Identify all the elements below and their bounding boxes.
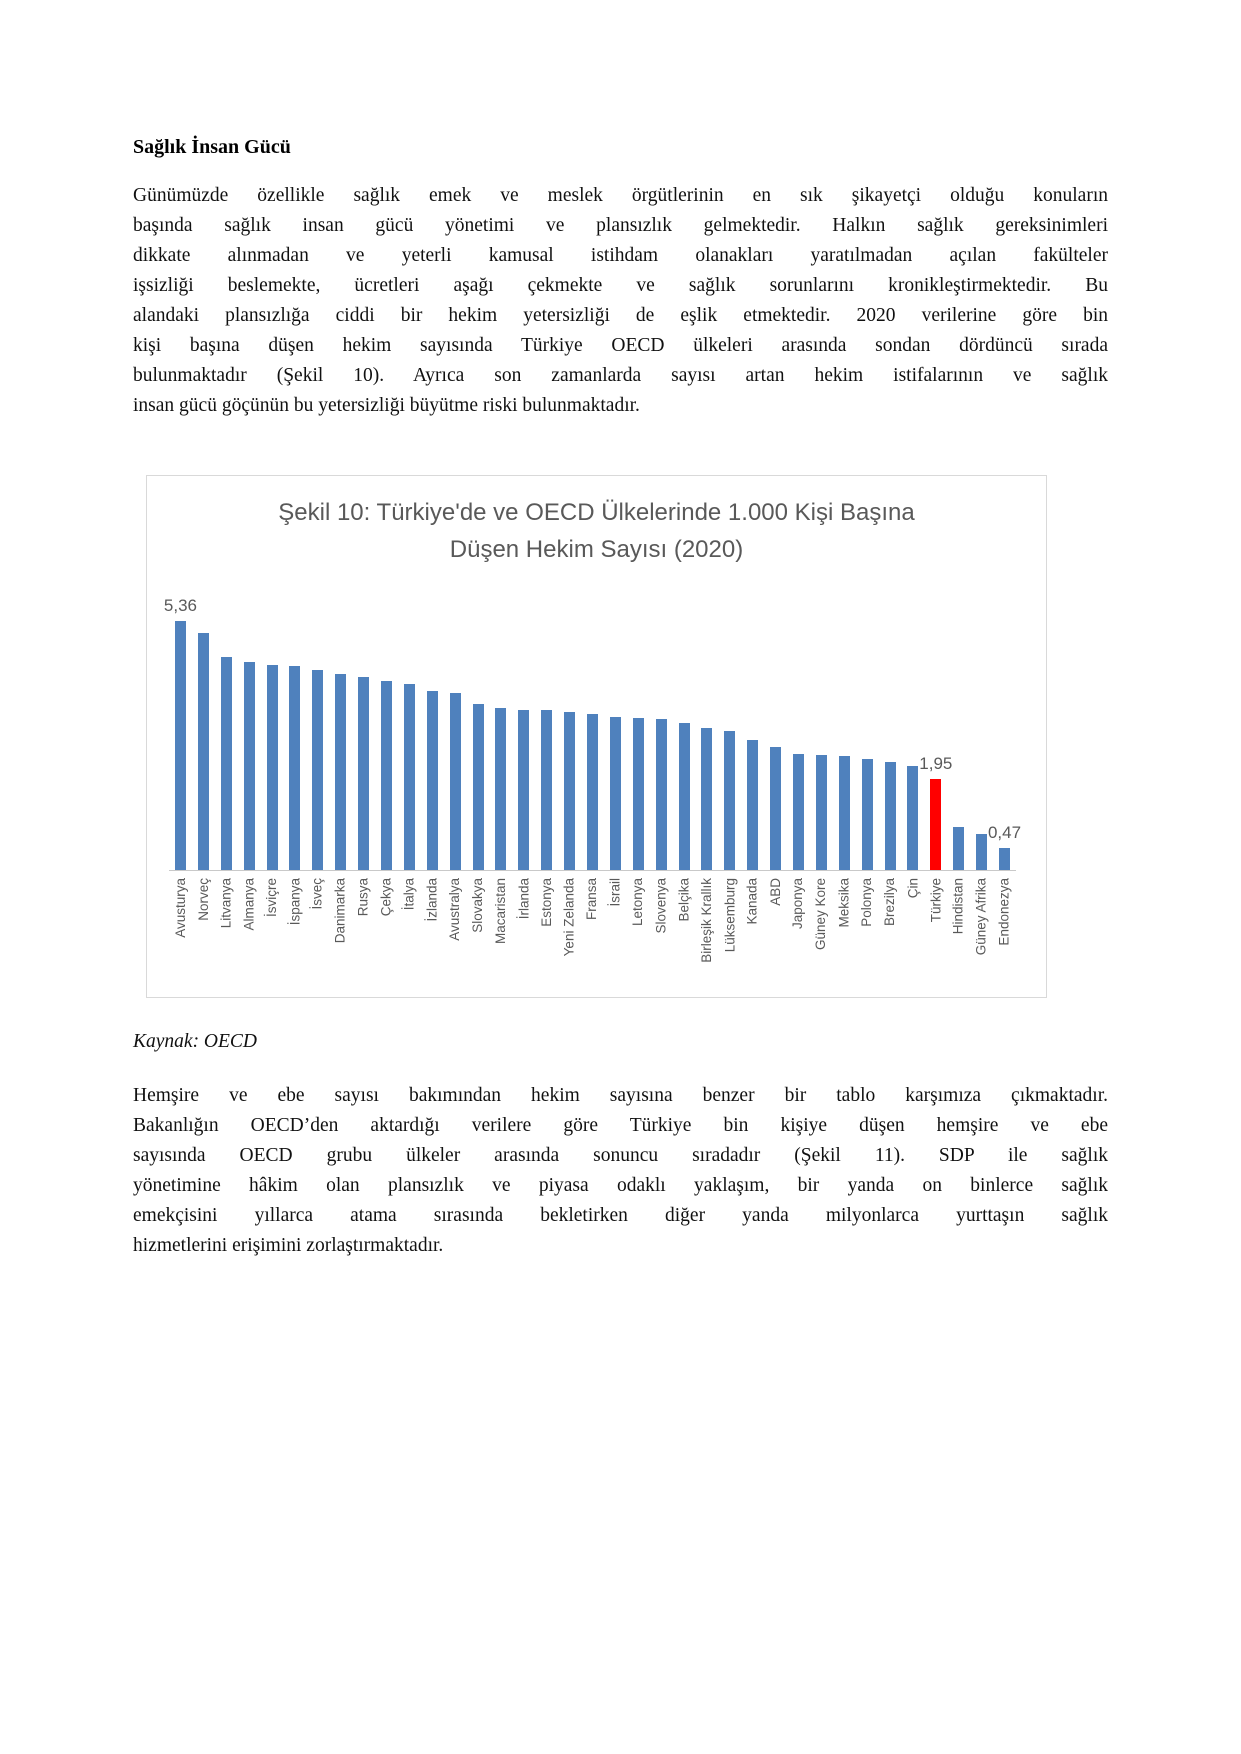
- category-label: [283, 871, 306, 989]
- bar-estonya: [541, 710, 552, 870]
- category-label-text: İrlanda: [515, 878, 531, 920]
- category-label: [764, 871, 787, 989]
- section-heading: Sağlık İnsan Gücü: [133, 136, 291, 158]
- category-label-text: Polonya: [859, 878, 875, 927]
- bar-slot: [558, 572, 581, 870]
- bar-avusturya: [175, 621, 186, 870]
- category-label-text: Almanya: [241, 878, 257, 931]
- body-paragraph: [133, 1081, 1108, 1261]
- category-label-text: Güney Kore: [813, 878, 829, 951]
- bar-slot: [306, 572, 329, 870]
- category-label: [993, 871, 1016, 989]
- text-line: emekçisini yıllarca atama sırasında bekletirken diğer yanda milyonlarca yurttaşın sağlık: [133, 1205, 1108, 1226]
- category-label-text: Brezilya: [882, 878, 898, 927]
- category-label: [627, 871, 650, 989]
- category-label: [581, 871, 604, 989]
- data-label: 0,47: [987, 823, 1022, 842]
- bar-macaristan: [495, 708, 506, 870]
- category-label: [856, 871, 879, 989]
- bar-abd: [770, 747, 781, 870]
- text-line: Bakanlığın OECD’den aktardığı verilere göre Türkiye bin kişiye düşen hemşire ve ebe: [133, 1115, 1108, 1136]
- bar-polonya: [862, 759, 873, 870]
- bar-slot: [238, 572, 261, 870]
- bar-slot: [947, 572, 970, 870]
- category-label: [558, 871, 581, 989]
- data-label: 1,95: [919, 754, 953, 773]
- bar-belçika: [679, 723, 690, 870]
- bar-slot: [919, 572, 953, 870]
- bar-slot: [444, 572, 467, 870]
- category-label: [833, 871, 856, 989]
- category-label-text: Lüksemburg: [721, 878, 737, 953]
- bar-slovenya: [656, 719, 667, 870]
- category-label-text: Avusturya: [172, 878, 188, 938]
- bar-rusya: [358, 677, 369, 870]
- bar-i̇spanya: [289, 666, 300, 870]
- category-label: [421, 871, 444, 989]
- bar-çekya: [381, 681, 392, 870]
- category-label: [741, 871, 764, 989]
- bar-slot: [650, 572, 673, 870]
- category-label: [352, 871, 375, 989]
- category-label-text: Meksika: [836, 878, 852, 928]
- chart-title: [147, 476, 1046, 568]
- category-label-text: Japonya: [790, 878, 806, 930]
- bar-slot: [810, 572, 833, 870]
- chart-title-line-1: Şekil 10: Türkiye'de ve OECD Ülkelerinde 1.000 Kişi Başına: [278, 499, 915, 526]
- source-note: Kaynak: OECD: [133, 1031, 258, 1052]
- category-label-text: Türkiye: [927, 878, 943, 923]
- bar-i̇sveç: [312, 670, 323, 870]
- bar-slot: [741, 572, 764, 870]
- bar-i̇rlanda: [518, 710, 529, 870]
- category-label: [787, 871, 810, 989]
- bar-türkiye: [930, 779, 941, 870]
- text-line: başında sağlık insan gücü yönetimi ve plansızlık gelmektedir. Halkın sağlık gereksinimleri: [133, 215, 1108, 236]
- text-line: dikkate alınmadan ve yeterli kamusal istihdam olanakları yaratılmadan açılan fakülteler: [133, 245, 1108, 266]
- category-label: [512, 871, 535, 989]
- bar-fransa: [587, 714, 598, 870]
- category-label: [879, 871, 902, 989]
- bar-slovakya: [473, 704, 484, 870]
- bar-i̇srail: [610, 717, 621, 870]
- text-line: kişi başına düşen hekim sayısında Türkiye OECD ülkeleri arasında sondan dördüncü sırada: [133, 335, 1108, 356]
- bar-danimarka: [335, 674, 346, 870]
- category-label-text: Çekya: [378, 878, 394, 917]
- category-label: [261, 871, 284, 989]
- category-label: [215, 871, 238, 989]
- chart-title-line-2: Düşen Hekim Sayısı (2020): [449, 536, 744, 563]
- bar-slot: [718, 572, 741, 870]
- bar-slot: [375, 572, 398, 870]
- bar-çin: [907, 766, 918, 870]
- figure-10-chart: [146, 475, 1047, 998]
- category-label: [650, 871, 673, 989]
- bar-slot: [489, 572, 512, 870]
- bar-slot: [673, 572, 696, 870]
- category-label: [673, 871, 696, 989]
- category-label-text: Litvanya: [218, 878, 234, 929]
- bar-slot: [421, 572, 444, 870]
- bar-slot: [352, 572, 375, 870]
- bar-slot: [764, 572, 787, 870]
- text-line: sayısında OECD grubu ülkeler arasında sonuncu sıradadır (Şekil 11). SDP ile sağlık: [133, 1145, 1108, 1166]
- category-label-text: Danimarka: [332, 878, 348, 944]
- category-label-text: Fransa: [584, 878, 600, 921]
- bar-slot: [192, 572, 215, 870]
- category-label: [169, 871, 192, 989]
- text-line: alandaki plansızlığa ciddi bir hekim yetersizliği de eşlik etmektedir. 2020 verilerine göre bin: [133, 305, 1108, 326]
- text-line: Hemşire ve ebe sayısı bakımından hekim sayısına benzer bir tablo karşımıza çıkmaktadır.: [133, 1085, 1108, 1106]
- category-label-text: Endonezya: [996, 878, 1012, 946]
- data-label: 5,36: [163, 596, 197, 615]
- bar-slot: [604, 572, 627, 870]
- category-label-text: İzlanda: [424, 878, 440, 922]
- text-line: işsizliği beslemekte, ücretleri aşağı çekmekte ve sağlık sorunlarını kronikleştirmektedir. Bu: [133, 275, 1108, 296]
- bar-slot: [163, 572, 197, 870]
- text-line: Günümüzde özellikle sağlık emek ve meslek örgütlerinin en sık şikayetçi olduğu konuların: [133, 185, 1108, 206]
- category-label-text: İsrail: [607, 878, 623, 907]
- bar-slot: [261, 572, 284, 870]
- category-label-text: Çin: [904, 878, 920, 899]
- category-label: [695, 871, 718, 989]
- category-label-text: Slovenya: [653, 878, 669, 934]
- bar-litvanya: [221, 657, 232, 870]
- bar-slot: [833, 572, 856, 870]
- text-line: bulunmaktadır (Şekil 10). Ayrıca son zamanlarda sayısı artan hekim istifalarının ve sağlık: [133, 365, 1108, 386]
- category-label: [329, 871, 352, 989]
- bar-kanada: [747, 740, 758, 870]
- text-line: yönetimine hâkim olan plansızlık ve piyasa odaklı yaklaşım, bir yanda on binlerce sağlık: [133, 1175, 1108, 1196]
- category-label-text: Güney Afrika: [973, 878, 989, 956]
- category-label-text: Avustralya: [447, 878, 463, 941]
- category-label: [489, 871, 512, 989]
- category-label-text: Letonya: [630, 878, 646, 927]
- bar-brezilya: [885, 762, 896, 870]
- bar-birleşik-krallık: [701, 728, 712, 870]
- bar-slot: [902, 572, 925, 870]
- category-label-text: Slovakya: [470, 878, 486, 933]
- bar-slot: [627, 572, 650, 870]
- bar-slot: [581, 572, 604, 870]
- category-label-text: Rusya: [355, 878, 371, 917]
- category-label-text: Macaristan: [492, 878, 508, 945]
- bar-slot: [535, 572, 558, 870]
- category-label-text: Hindistan: [950, 878, 966, 935]
- category-label-text: Belçika: [676, 878, 692, 922]
- category-label: [375, 871, 398, 989]
- bar-slot: [787, 572, 810, 870]
- bar-almanya: [244, 662, 255, 870]
- bar-avustralya: [450, 693, 461, 870]
- bar-slot: [467, 572, 490, 870]
- category-label: [718, 871, 741, 989]
- category-label: [535, 871, 558, 989]
- bar-slot: [695, 572, 718, 870]
- chart-category-labels: [169, 871, 1016, 989]
- category-label: [902, 871, 925, 989]
- bar-slot: [987, 572, 1022, 870]
- category-label-text: Birleşik Krallık: [698, 878, 714, 963]
- category-label: [238, 871, 261, 989]
- category-label: [398, 871, 421, 989]
- bar-slot: [283, 572, 306, 870]
- category-label-text: ABD: [767, 878, 783, 906]
- category-label: [604, 871, 627, 989]
- bar-meksika: [839, 756, 850, 870]
- category-label-text: İtalya: [401, 878, 417, 911]
- category-label-text: Yeni Zelanda: [561, 878, 577, 957]
- bar-slot: [879, 572, 902, 870]
- intro-paragraph: [133, 181, 1108, 421]
- category-label-text: İsveç: [309, 878, 325, 910]
- category-label-text: İsviçre: [264, 878, 280, 918]
- category-label: [306, 871, 329, 989]
- text-line: hizmetlerini erişimini zorlaştırmaktadır.: [133, 1235, 444, 1256]
- bar-letonya: [633, 718, 644, 870]
- category-label-text: Norveç: [195, 878, 211, 921]
- category-label: [970, 871, 993, 989]
- category-label: [810, 871, 833, 989]
- category-label: [444, 871, 467, 989]
- bar-japonya: [793, 754, 804, 870]
- category-label: [467, 871, 490, 989]
- category-label-text: İspanya: [286, 878, 302, 926]
- bar-slot: [512, 572, 535, 870]
- bar-hindistan: [953, 827, 964, 870]
- bar-slot: [215, 572, 238, 870]
- category-label-text: Kanada: [744, 878, 760, 925]
- bar-i̇zlanda: [427, 691, 438, 870]
- chart-bars: [163, 572, 1022, 871]
- category-label-text: Estonya: [538, 878, 554, 927]
- category-label: [947, 871, 970, 989]
- bar-lüksemburg: [724, 731, 735, 870]
- bar-i̇talya: [404, 684, 415, 870]
- bar-güney-afrika: [976, 834, 987, 870]
- bar-i̇sviçre: [267, 665, 278, 870]
- category-label: [192, 871, 215, 989]
- bar-güney-kore: [816, 755, 827, 870]
- text-line: insan gücü göçünün bu yetersizliği büyütme riski bulunmaktadır.: [133, 395, 640, 416]
- bar-slot: [329, 572, 352, 870]
- category-label: [924, 871, 947, 989]
- bar-slot: [856, 572, 879, 870]
- bar-endonezya: [999, 848, 1010, 870]
- bar-slot: [398, 572, 421, 870]
- bar-norveç: [198, 633, 209, 870]
- bar-yeni-zelanda: [564, 712, 575, 870]
